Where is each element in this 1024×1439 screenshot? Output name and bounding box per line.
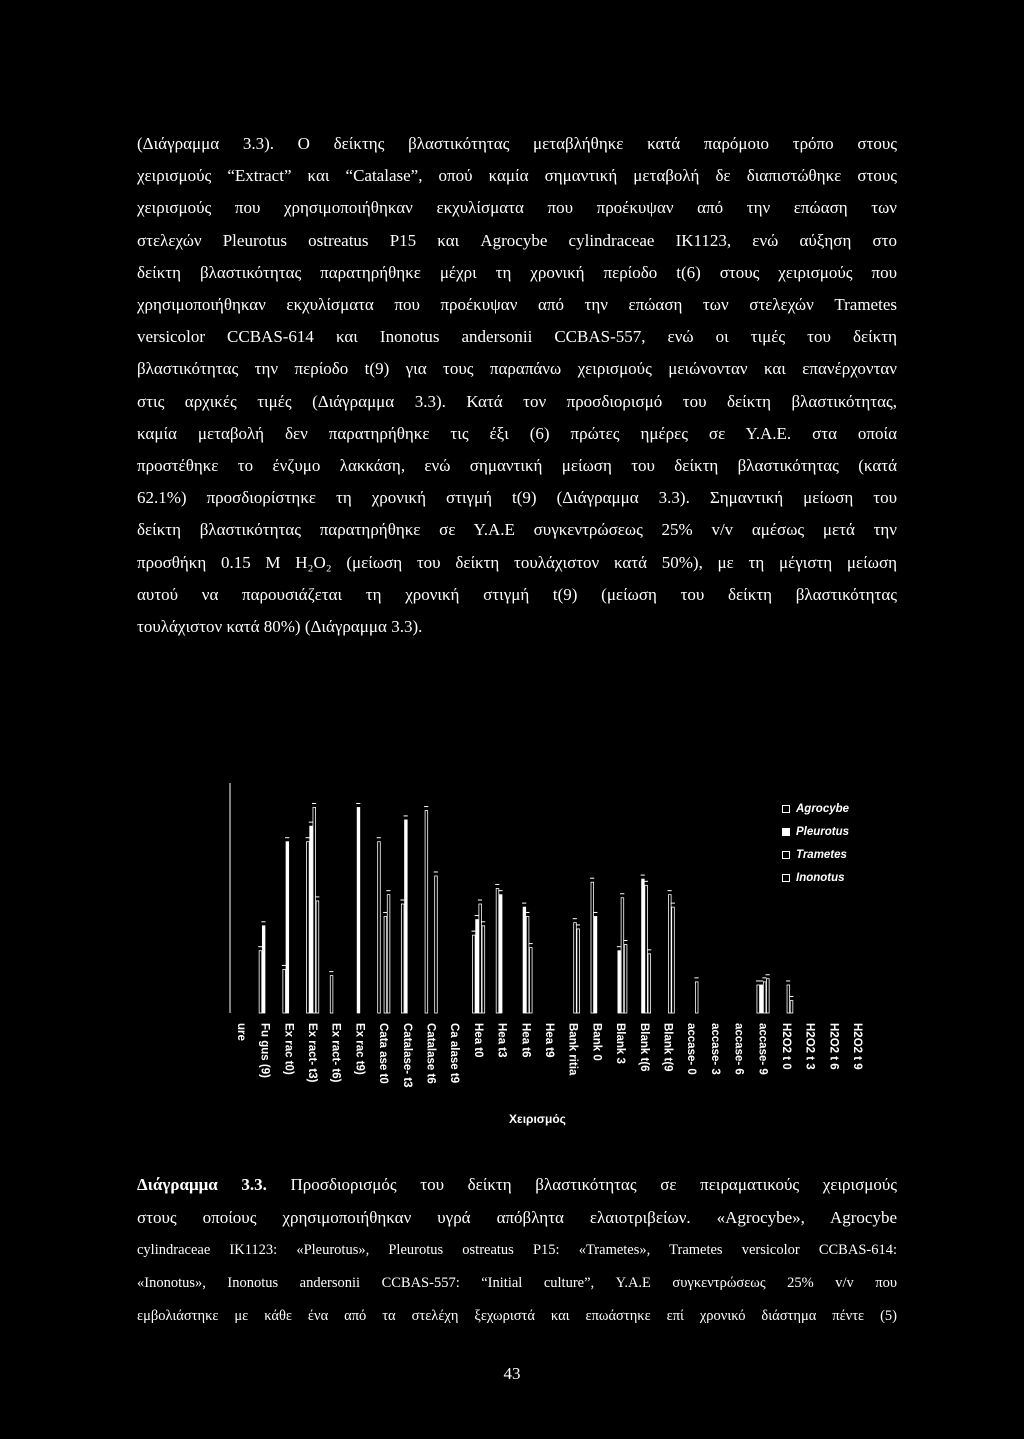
bar	[479, 904, 482, 1013]
category-label: Ca alase t9	[448, 1023, 461, 1084]
bar	[476, 920, 479, 1013]
bar	[286, 842, 289, 1013]
caption-line	[137, 1234, 897, 1267]
body-line: 62.1%) προσδιορίστηκε τη χρονική στιγμή t(9) (Διάγραμμα 3.3). Σημαντική μείωση του	[137, 488, 897, 508]
category-label: Bank ritia	[566, 1023, 579, 1076]
caption-line	[137, 1267, 897, 1300]
category-label: Blank 3	[614, 1023, 627, 1064]
legend-swatch	[782, 851, 790, 859]
category-label: Bank 0	[590, 1023, 603, 1061]
category-label: Hea t6	[519, 1023, 532, 1058]
bar	[672, 907, 675, 1013]
page-number: 43	[503, 1364, 521, 1383]
category-label: ure	[234, 1023, 247, 1041]
bar	[642, 879, 645, 1013]
category-label: Hea t9	[543, 1023, 555, 1058]
caption-text: στους οποίους χρησιμοποιήθηκαν υγρά απόβλητα ελαιοτριβείων. «Agrocybe», Agrocybe	[137, 1208, 897, 1227]
body-line: στις αρχικές τιμές (Διάγραμμα 3.3). Κατά τον προσδιορισμό του δείκτη βλαστικότητας,	[137, 391, 897, 411]
bar	[763, 982, 766, 1013]
body-line: προσθήκη 0.15 Μ H₂O₂ (μείωση του δείκτη τουλάχιστον κατά 50%), με τη μέγιστη μείωση	[137, 552, 897, 572]
legend-item	[782, 843, 849, 866]
category-label: accase- 6	[732, 1023, 745, 1075]
bar	[378, 842, 381, 1013]
category-label: accase- 9	[756, 1023, 769, 1075]
body-line: τουλάχιστον κατά 80%) (Διάγραμμα 3.3).	[137, 617, 423, 637]
bar	[387, 895, 390, 1013]
bar	[526, 916, 529, 1013]
bar	[618, 951, 621, 1013]
category-label: H2O2 t 3	[803, 1023, 816, 1070]
legend-item	[782, 820, 849, 843]
category-label: Fu gus (9)	[258, 1023, 271, 1078]
body-line: βλαστικότητας την περίοδο t(9) για τους παραπάνω χειρισμούς μειώνονταν και επανέρχονταν	[137, 359, 897, 379]
bar	[283, 969, 286, 1013]
bar	[310, 826, 313, 1013]
bar	[523, 907, 526, 1013]
bar	[482, 926, 485, 1013]
category-label: H2O2 t 6	[827, 1023, 840, 1070]
x-axis-title: Χειρισμός	[509, 1112, 566, 1126]
body-line: χρησιμοποιήθηκαν εκχυλίσματα που προέκυψαν από την επώαση των στελεχών Trametes	[137, 295, 897, 315]
legend-swatch	[782, 828, 790, 836]
bar	[499, 895, 502, 1013]
bar	[259, 951, 262, 1013]
bar	[574, 923, 577, 1013]
bar	[262, 926, 265, 1013]
bar	[669, 895, 672, 1013]
caption-line	[137, 1168, 897, 1201]
body-line: προστέθηκε το ένζυμο λακκάση, ενώ σημαντική μείωση του δείκτη βλαστικότητας (κατά	[137, 456, 897, 476]
body-line: χειρισμούς “Extract” και “Catalase”, οπού καμία σημαντική μεταβολή δε διαπιστώθηκε στους	[137, 166, 897, 186]
body-paragraph	[137, 128, 897, 643]
category-label: Hea t3	[495, 1023, 508, 1058]
legend-label: Trametes	[796, 848, 847, 861]
bar	[330, 976, 333, 1013]
body-line: (Διάγραμμα 3.3). Ο δείκτης βλαστικότητας μεταβλήθηκε κατά παρόμοιο τρόπο στους	[137, 134, 897, 153]
figure-caption	[137, 1168, 897, 1333]
legend-swatch	[782, 874, 790, 882]
bar	[435, 876, 438, 1013]
bar	[529, 948, 532, 1013]
legend-swatch	[782, 805, 790, 813]
category-label: Catalase- t3	[400, 1023, 413, 1088]
category-label: Ex ract- t6)	[329, 1023, 342, 1083]
body-line: versicolor CCBAS-614 και Inonotus andersonii CCBAS-557, ενώ οι τιμές του δείκτη	[137, 327, 897, 347]
bar	[577, 929, 580, 1013]
caption-text: «Inonotus», Inonotus andersonii CCBAS-557: “Initial culture”, Υ.Α.Ε συγκεντρώσεως 25% v/v που	[137, 1275, 897, 1291]
bar	[591, 882, 594, 1013]
bar	[496, 888, 499, 1013]
legend-label: Agrocybe	[796, 802, 850, 815]
bar	[787, 985, 790, 1013]
bar	[760, 985, 763, 1013]
category-label: Blank t(9	[661, 1023, 674, 1072]
bar	[645, 885, 648, 1013]
category-label: Hea t0	[471, 1023, 484, 1058]
legend-label: Inonotus	[796, 871, 845, 884]
category-label: Cata ase t0	[377, 1023, 390, 1084]
bar	[401, 904, 404, 1013]
body-line: χειρισμούς που χρησιμοποιήθηκαν εκχυλίσματα που προέκυψαν από την επώαση των	[137, 198, 897, 218]
category-label: accase- 0	[685, 1023, 698, 1075]
bar	[307, 842, 310, 1013]
bar	[594, 916, 597, 1013]
category-label: Blank t(6	[637, 1023, 650, 1072]
category-label: Catalase t6	[424, 1023, 437, 1084]
body-line: δείκτη βλαστικότητας παρατηρήθηκε σε Υ.Α.Ε συγκεντρώσεως 25% v/v αμέσως μετά την	[137, 520, 897, 540]
bar	[472, 935, 475, 1013]
body-line: δείκτη βλαστικότητας παρατηρήθηκε μέχρι τη χρονική περίοδο t(6) στους χειρισμούς που	[137, 262, 897, 282]
chart-legend	[782, 797, 849, 889]
bar	[384, 916, 387, 1013]
legend-item	[782, 797, 849, 820]
bar	[757, 985, 760, 1013]
body-line: καμία μεταβολή δεν παρατηρήθηκε τις έξι (6) πρώτες ημέρες σε Υ.Α.Ε. στα οποία	[137, 423, 897, 443]
category-label: Ex rac t0)	[282, 1023, 295, 1075]
bar	[695, 982, 698, 1013]
bar	[624, 944, 627, 1013]
body-line: στελεχών Pleurotus ostreatus P15 και Agrocybe cylindraceae ΙΚ1123, ενώ αύξηση στο	[137, 230, 897, 250]
body-line: αυτού να παρουσιάζεται τη χρονική στιγμή t(9) (μείωση του δείκτη βλαστικότητας	[137, 584, 897, 604]
bar	[316, 901, 319, 1013]
category-label: Ex ract- t3)	[305, 1023, 318, 1083]
bar	[313, 807, 316, 1013]
caption-text: Διάγραμμα 3.3.	[137, 1175, 267, 1194]
bar	[767, 979, 770, 1013]
caption-text: εμβολιάστηκε με κάθε ένα από τα στελέχη ξεχωριστά και επωάστηκε επί χρονικό διάστημα πέντε (5)	[137, 1308, 897, 1324]
caption-text: Προσδιορισμός του δείκτη βλαστικότητας σε πειραματικούς χειρισμούς	[266, 1175, 898, 1194]
caption-text: cylindraceae ΙΚ1123: «Pleurotus», Pleurotus ostreatus P15: «Trametes», Trametes versicolor CCBAS-614:	[137, 1242, 897, 1258]
bar	[790, 1001, 793, 1013]
category-label: H2O2 t 9	[851, 1023, 864, 1070]
category-label: H2O2 t 0	[780, 1023, 793, 1070]
category-label: accase- 3	[708, 1023, 721, 1075]
caption-line	[137, 1201, 897, 1234]
bar	[648, 954, 651, 1013]
category-label: Ex rac t9)	[353, 1023, 366, 1075]
legend-item	[782, 866, 849, 889]
bar	[405, 820, 408, 1013]
bar	[425, 811, 428, 1013]
bar	[621, 898, 624, 1013]
legend-label: Pleurotus	[796, 825, 850, 838]
germination-index-chart	[220, 775, 900, 1135]
bar	[357, 807, 360, 1013]
caption-line	[137, 1300, 897, 1333]
